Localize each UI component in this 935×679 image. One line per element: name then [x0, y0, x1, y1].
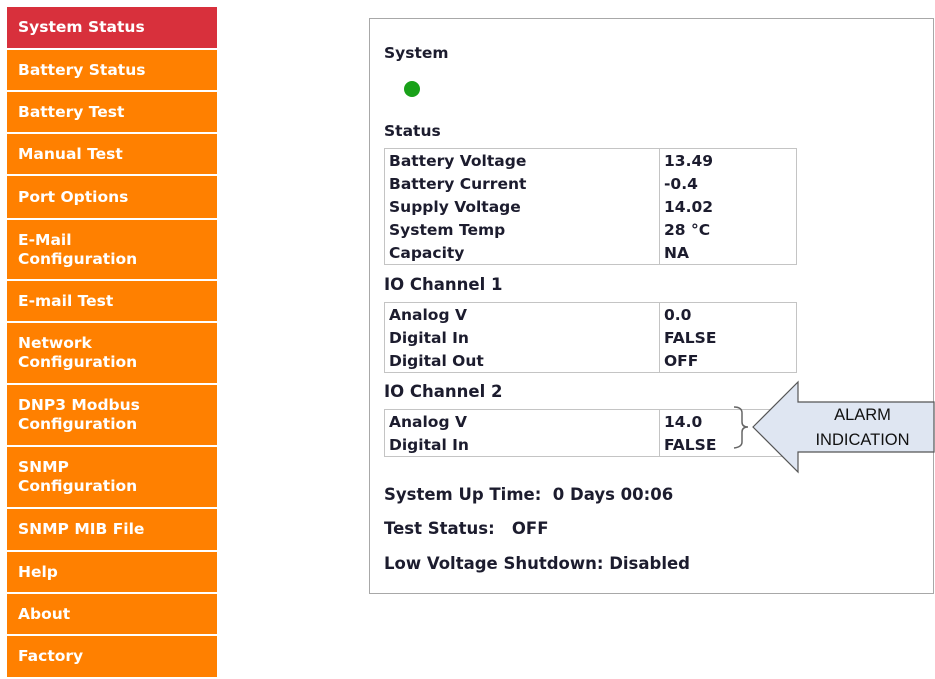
io-channel-1-heading: IO Channel 1	[384, 275, 503, 294]
row-label: Digital In	[385, 326, 660, 349]
status-heading: Status	[384, 122, 441, 140]
table-row	[385, 303, 797, 327]
alarm-callout-arrow	[720, 380, 935, 475]
system-uptime: System Up Time: 0 Days 00:06	[384, 485, 674, 504]
nav-battery-status[interactable]	[7, 50, 217, 92]
row-label: System Temp	[385, 218, 660, 241]
row-value: NA	[664, 243, 689, 262]
io-channel-1-table	[384, 302, 797, 373]
nav-snmp-configuration[interactable]	[7, 447, 217, 509]
nav-system-status[interactable]	[7, 7, 217, 50]
table-row	[385, 149, 797, 173]
row-value: FALSE	[664, 435, 717, 454]
system-heading: System	[384, 44, 449, 62]
row-label: Battery Voltage	[385, 149, 660, 173]
row-value: -0.4	[664, 174, 698, 193]
table-row	[385, 241, 797, 265]
nav-label: E-Mail Configuration	[18, 230, 138, 268]
table-row	[385, 218, 797, 241]
nav-label: System Status	[18, 18, 145, 36]
nav-label: Help	[18, 562, 58, 581]
nav-label: E-mail Test	[18, 291, 114, 310]
nav-label: Battery Test	[18, 102, 125, 121]
nav-network-configuration[interactable]	[7, 323, 217, 385]
nav-battery-test[interactable]	[7, 92, 217, 134]
test-status: Test Status: OFF	[384, 519, 549, 538]
nav-snmp-mib-file[interactable]	[7, 509, 217, 552]
nav-label: About	[18, 604, 71, 623]
nav-port-options[interactable]	[7, 176, 217, 220]
nav-label: Battery Status	[18, 60, 146, 79]
sidebar-nav	[7, 7, 217, 679]
curly-brace-icon	[734, 407, 748, 448]
table-row	[385, 172, 797, 195]
nav-about[interactable]	[7, 594, 217, 636]
row-value: FALSE	[664, 328, 717, 347]
nav-label: SNMP Configuration	[18, 458, 138, 495]
io-channel-2-heading: IO Channel 2	[384, 382, 503, 401]
nav-manual-test[interactable]	[7, 134, 217, 176]
alarm-label-line-2: INDICATION	[815, 431, 910, 449]
left-arrow-icon	[753, 382, 934, 472]
nav-label: Manual Test	[18, 144, 123, 163]
nav-label: Port Options	[18, 187, 129, 206]
row-value: 14.02	[664, 197, 714, 216]
row-label: Analog V	[385, 410, 660, 434]
row-value: 13.49	[664, 151, 714, 170]
row-value: 0.0	[664, 305, 692, 324]
nav-dnp3-modbus-configuration[interactable]	[7, 385, 217, 447]
row-label: Battery Current	[385, 172, 660, 195]
nav-help[interactable]	[7, 552, 217, 594]
table-row	[385, 195, 797, 218]
nav-label: Factory	[18, 647, 84, 665]
status-led-green-icon	[404, 81, 420, 97]
row-label: Capacity	[385, 241, 660, 265]
nav-email-test[interactable]	[7, 281, 217, 323]
alarm-label-line-1: ALARM	[834, 406, 891, 424]
row-label: Digital Out	[385, 349, 660, 373]
nav-label: DNP3 Modbus Configuration	[18, 396, 140, 433]
row-label: Supply Voltage	[385, 195, 660, 218]
row-value: 28 °C	[664, 220, 711, 239]
row-label: Digital In	[385, 433, 660, 457]
row-value: 14.0	[664, 412, 703, 431]
table-row	[385, 326, 797, 349]
row-value: OFF	[664, 351, 699, 370]
nav-email-configuration[interactable]	[7, 220, 217, 281]
status-table	[384, 148, 797, 265]
nav-label: SNMP MIB File	[18, 520, 145, 538]
nav-factory[interactable]	[7, 636, 217, 679]
low-voltage-shutdown: Low Voltage Shutdown: Disabled	[384, 554, 690, 573]
system-status-panel	[369, 18, 934, 594]
nav-label: Network Configuration	[18, 334, 138, 371]
table-row	[385, 349, 797, 373]
row-label: Analog V	[385, 303, 660, 327]
